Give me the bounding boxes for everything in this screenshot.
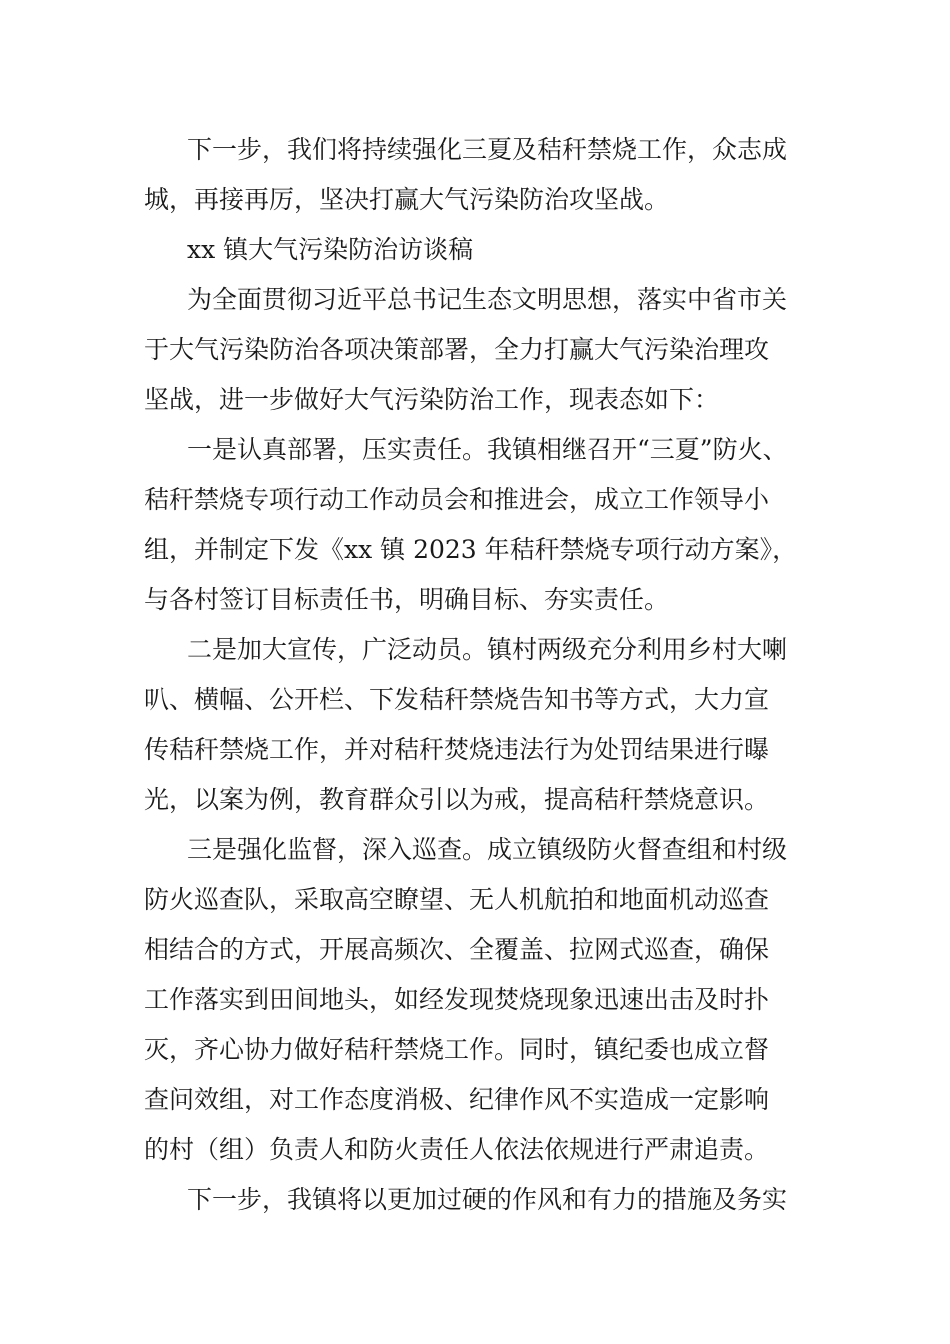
paragraph-line: 传秸秆禁烧工作，并对秸秆焚烧违法行为处罚结果进行曝 <box>144 735 770 764</box>
document-title: xx 镇大气污染防治访谈稿 <box>187 235 474 264</box>
paragraph-line: 二是加大宣传，广泛动员。镇村两级充分利用乡村大喇 <box>187 635 788 664</box>
paragraph-line: 查问效组，对工作态度消极、纪律作风不实造成一定影响 <box>144 1085 770 1114</box>
paragraph-line: 叭、横幅、公开栏、下发秸秆禁烧告知书等方式，大力宣 <box>144 685 770 714</box>
paragraph-line: 下一步，我们将持续强化三夏及秸秆禁烧工作，众志成 <box>187 135 788 164</box>
paragraph-line: 于大气污染防治各项决策部署，全力打赢大气污染治理攻 <box>144 335 770 364</box>
paragraph-line: 防火巡查队，采取高空瞭望、无人机航拍和地面机动巡查 <box>144 885 770 914</box>
paragraph-line: 一是认真部署，压实责任。我镇相继召开“三夏”防火、 <box>187 435 788 464</box>
paragraph-line: 坚战，进一步做好大气污染防治工作，现表态如下： <box>144 385 720 414</box>
paragraph-line: 三是强化监督，深入巡查。成立镇级防火督查组和村级 <box>187 835 788 864</box>
paragraph-line: 下一步，我镇将以更加过硬的作风和有力的措施及务实 <box>187 1185 788 1214</box>
paragraph-line: 光，以案为例，教育群众引以为戒，提高秸秆禁烧意识。 <box>144 785 770 814</box>
paragraph-line: 工作落实到田间地头，如经发现焚烧现象迅速出击及时扑 <box>144 985 770 1014</box>
paragraph-line: 城，再接再厉，坚决打赢大气污染防治攻坚战。 <box>144 185 670 214</box>
paragraph-line: 的村（组）负责人和防火责任人依法依规进行严肃追责。 <box>144 1135 770 1164</box>
paragraph-line: 灭，齐心协力做好秸秆禁烧工作。同时，镇纪委也成立督 <box>144 1035 770 1064</box>
paragraph-line: 为全面贯彻习近平总书记生态文明思想，落实中省市关 <box>187 285 788 314</box>
paragraph-line: 相结合的方式，开展高频次、全覆盖、拉网式巡查，确保 <box>144 935 770 964</box>
paragraph-line: 组，并制定下发《xx 镇 2023 年秸秆禁烧专项行动方案》， <box>144 535 798 564</box>
paragraph-line: 与各村签订目标责任书，明确目标、夯实责任。 <box>144 585 670 614</box>
paragraph-line: 秸秆禁烧专项行动工作动员会和推进会，成立工作领导小 <box>144 485 770 514</box>
